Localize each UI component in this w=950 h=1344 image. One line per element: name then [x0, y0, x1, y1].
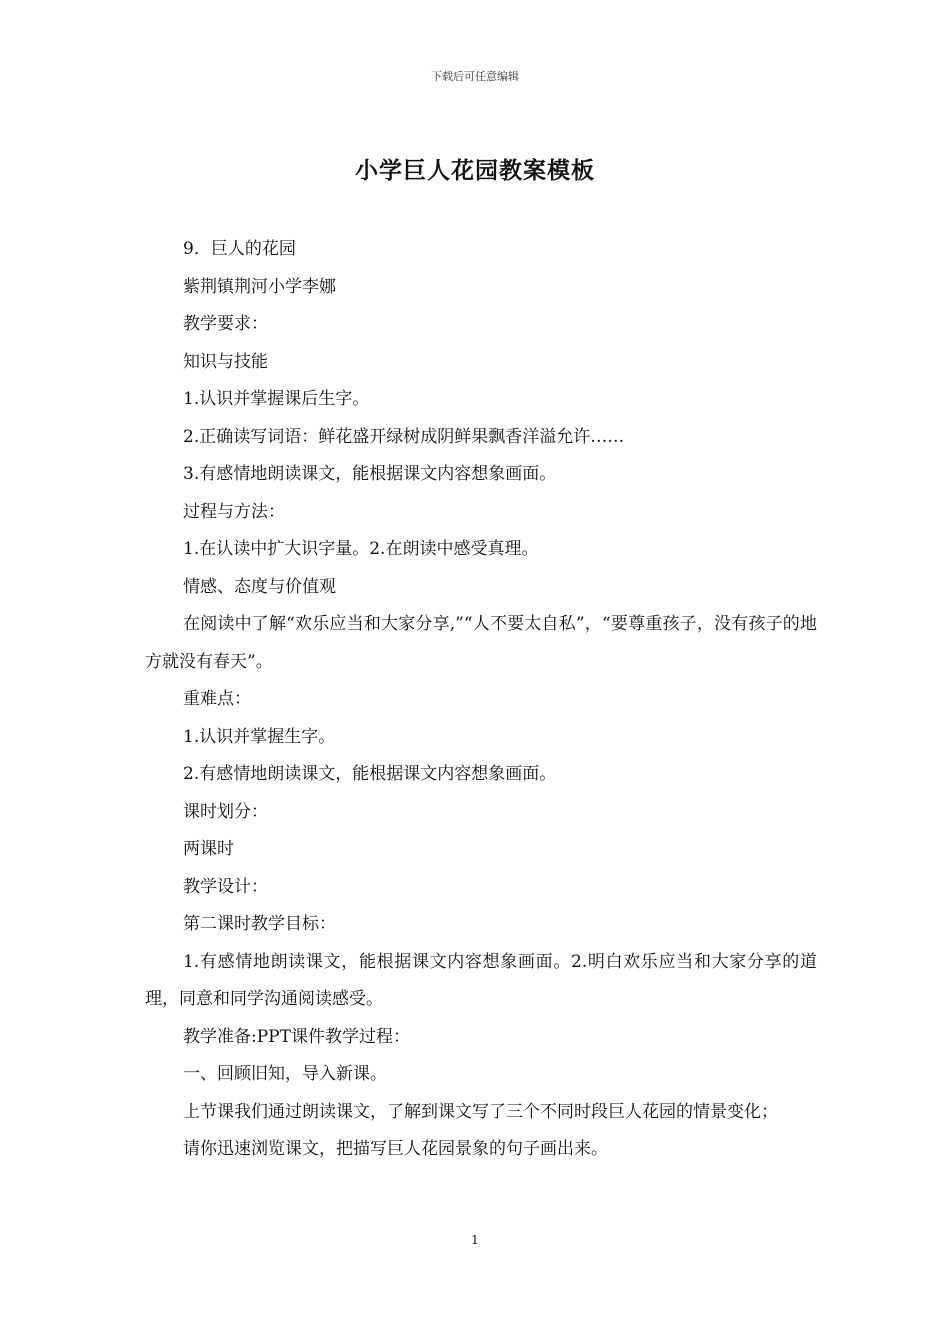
- paragraph: 2.有感情地朗读课文，能根据课文内容想象画面。: [183, 764, 557, 784]
- paragraph: 紫荆镇荆河小学李娜: [183, 276, 336, 297]
- paragraph: 1.认识并掌握课后生字。: [183, 389, 370, 409]
- paragraph: 3.有感情地朗读课文，能根据课文内容想象画面。: [183, 464, 557, 484]
- paragraph: 在阅读中了解“欢乐应当和大家分享,”“人不要太自私”，“要尊重孩子，没有孩子的地方就没有春天”。: [145, 614, 817, 672]
- page-number: 1: [471, 1233, 479, 1247]
- paragraph: 重难点：: [183, 689, 251, 709]
- paragraph: 教学设计：: [183, 876, 268, 897]
- paragraph: 2.正确读写词语：鲜花盛开绿树成阴鲜果飘香洋溢允许……: [183, 426, 625, 447]
- paragraph: 9．巨人的花园: [183, 239, 296, 259]
- paragraph: 课时划分：: [183, 801, 268, 822]
- document-title: 小学巨人花园教案模板: [355, 158, 595, 184]
- paragraph: 知识与技能: [183, 351, 268, 372]
- paragraph: 上节课我们通过朗读课文，了解到课文写了三个不同时段巨人花园的情景变化；: [183, 1101, 778, 1122]
- paragraph: 1.有感情地朗读课文，能根据课文内容想象画面。2.明白欢乐应当和大家分享的道理，同意和同学沟通阅读感受。: [145, 951, 817, 1009]
- paragraph: 1.认识并掌握生字。: [183, 726, 336, 747]
- paragraph: 1.在认读中扩大识字量。2.在朗读中感受真理。: [183, 539, 539, 559]
- document-body: [145, 231, 817, 1169]
- paragraph: 教学准备:PPT课件教学过程：: [183, 1026, 410, 1047]
- paragraph: 一、回顾旧知，导入新课。: [183, 1064, 387, 1084]
- paragraph: 过程与方法：: [183, 501, 285, 522]
- paragraph: 第二课时教学目标：: [183, 914, 336, 934]
- header-note: 下载后可任意编辑: [431, 70, 519, 83]
- paragraph: 两课时: [183, 839, 234, 859]
- paragraph: 情感、态度与价值观: [183, 576, 336, 597]
- paragraph: 请你迅速浏览课文，把描写巨人花园景象的句子画出来。: [183, 1139, 608, 1159]
- paragraph: 教学要求：: [183, 314, 268, 334]
